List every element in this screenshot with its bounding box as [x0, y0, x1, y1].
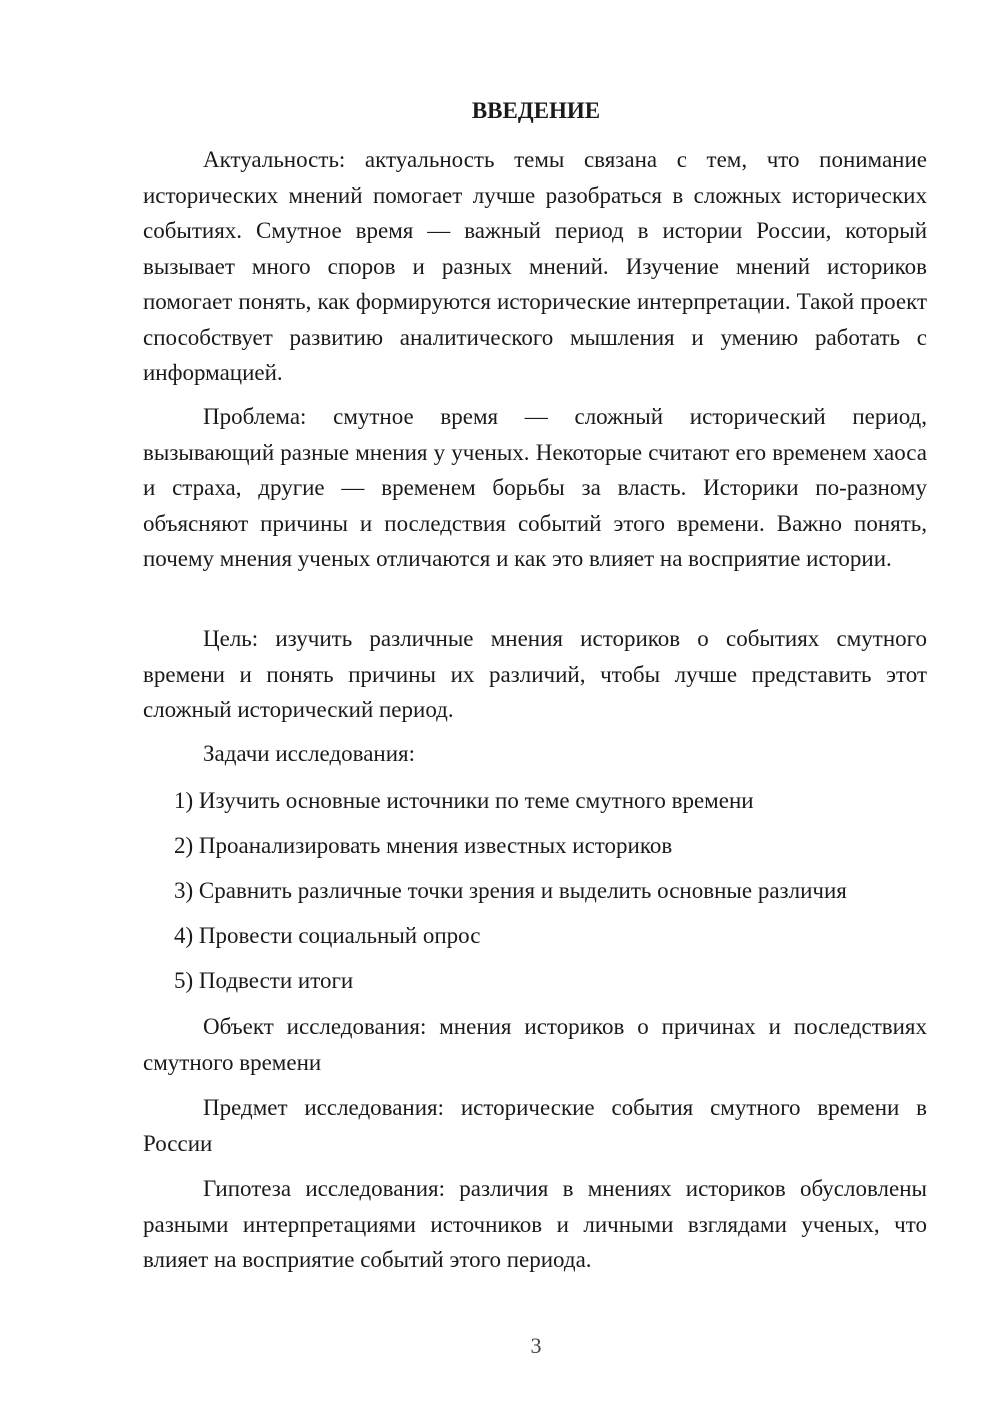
task-item-3: 3) Сравнить различные точки зрения и выделить основные различия [174, 878, 847, 903]
section-title: ВВЕДЕНИЕ [471, 98, 601, 123]
task-item-4: 4) Провести социальный опрос [174, 923, 481, 948]
tasks-heading: Задачи исследования: [203, 741, 416, 766]
paragraph-problem: Проблема: смутное время — сложный исторический период, вызывающий разные мнения у ученых. Некоторые считают его временем хаоса и страха, другие — временем борьбы за власть. Историки по-разному объясняют причины и последствия событий этого времени. Важно понять, почему мнения ученых отличаются и как это влияет на восприятие истории. [143, 404, 927, 571]
paragraph-hypothesis: Гипотеза исследования: различия в мнениях историков обусловлены разными интерпретациями источников и личными взглядами ученых, что влияет на восприятие событий этого периода. [143, 1176, 927, 1272]
paragraph-object: Объект исследования: мнения историков о причинах и последствиях смутного времени [143, 1014, 927, 1075]
paragraph-goal: Цель: изучить различные мнения историков о событиях смутного времени и понять причины их различий, чтобы лучше представить этот сложный исторический период. [143, 626, 927, 722]
page-number: 3 [530, 1333, 542, 1358]
task-item-5: 5) Подвести итоги [174, 968, 354, 993]
task-item-2: 2) Проанализировать мнения известных историков [174, 833, 673, 858]
task-item-1: 1) Изучить основные источники по теме смутного времени [174, 788, 754, 813]
paragraph-relevance: Актуальность: актуальность темы связана с тем, что понимание исторических мнений помогает лучше разобраться в сложных исторических событиях. Смутное время — важный период в истории России, который вызывает много споров и разных мнений. Изучение мнений историков помогает понять, как формируются исторические интерпретации. Такой проект способствует развитию аналитического мышления и умению работать с информацией. [143, 147, 927, 385]
paragraph-subject: Предмет исследования: исторические события смутного времени в России [143, 1095, 927, 1156]
